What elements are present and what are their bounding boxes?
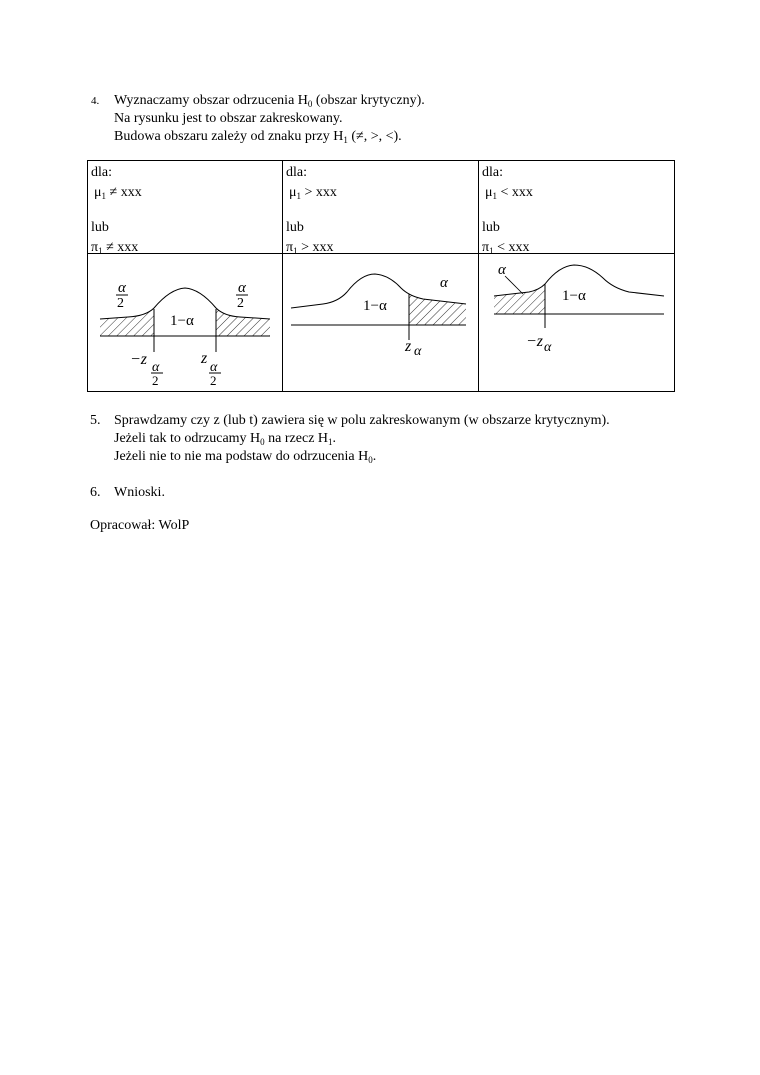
- figure-cell-two-sided: [88, 254, 283, 392]
- critical-region-table: [87, 160, 675, 392]
- table-header-row: [88, 161, 675, 254]
- minus-z-two: 2: [152, 373, 159, 389]
- step-6-number: 6.: [90, 485, 101, 500]
- figure-cell-left-sided: [479, 254, 675, 392]
- step-4-line-2: Na rysunku jest to obszar zakreskowany.: [114, 111, 343, 126]
- z-alpha: α: [210, 360, 218, 376]
- alpha-label-right: α: [238, 280, 246, 297]
- author-footer: Opracował: WolP: [90, 518, 190, 533]
- left-critical-region: [494, 284, 545, 314]
- minus-z-alpha: α: [544, 340, 552, 356]
- two-sided-distribution-figure: [88, 254, 283, 389]
- alpha-label: α: [498, 262, 506, 279]
- right-sided-distribution-figure: [283, 254, 479, 389]
- step-5-line-3: Jeżeli nie to nie ma podstaw do odrzucenia $H_0$.: [114, 449, 377, 465]
- step-4-line-3: Budowa obszaru zależy od znaku przy $H_1$ (≠, >, <).: [114, 129, 402, 145]
- minus-z-alpha: α: [152, 360, 160, 376]
- minus-z-label: −z: [130, 351, 148, 369]
- step-5-number: 5.: [90, 413, 101, 428]
- z-two: 2: [210, 373, 217, 389]
- alpha-label-left: α: [118, 280, 126, 297]
- step-4-line-1: Wyznaczamy obszar odrzucenia $H_0$ (obszar krytyczny).: [114, 93, 425, 109]
- one-minus-alpha-label: 1−α: [363, 298, 387, 315]
- z-label: z: [201, 350, 208, 368]
- one-minus-alpha-label: 1−α: [562, 288, 586, 305]
- table-cell-two-sided: dla: $\mu_1$ ≠ xxx lub $\pi_1$ ≠ xxx: [88, 161, 283, 254]
- step-6-text: Wnioski.: [114, 485, 165, 500]
- alpha-label: α: [440, 275, 448, 292]
- step-4-number: 4.: [91, 95, 100, 107]
- z-label: z: [405, 338, 412, 356]
- table-cell-right-sided: dla: $\mu_1$ > xxx lub $\pi_1$ > xxx: [283, 161, 479, 254]
- table-figure-row: [88, 254, 675, 392]
- minus-z-label: −z: [526, 333, 544, 351]
- two-label-left: 2: [117, 296, 124, 312]
- one-minus-alpha-label: 1−α: [170, 313, 194, 330]
- right-critical-region: [409, 294, 466, 325]
- table-cell-left-sided: dla: $\mu_1$ < xxx lub $\pi_1$ < xxx: [479, 161, 675, 254]
- step-5-line-2: Jeżeli tak to odrzucamy $H_0$ na rzecz $H_1$.: [114, 431, 337, 447]
- two-label-right: 2: [237, 296, 244, 312]
- z-alpha: α: [414, 344, 422, 360]
- left-sided-distribution-figure: [479, 254, 675, 389]
- step-5-line-1: Sprawdzamy czy z (lub t) zawiera się w polu zakreskowanym (w obszarze krytycznym).: [114, 413, 610, 428]
- alpha-pointer: [505, 276, 523, 294]
- figure-cell-right-sided: [283, 254, 479, 392]
